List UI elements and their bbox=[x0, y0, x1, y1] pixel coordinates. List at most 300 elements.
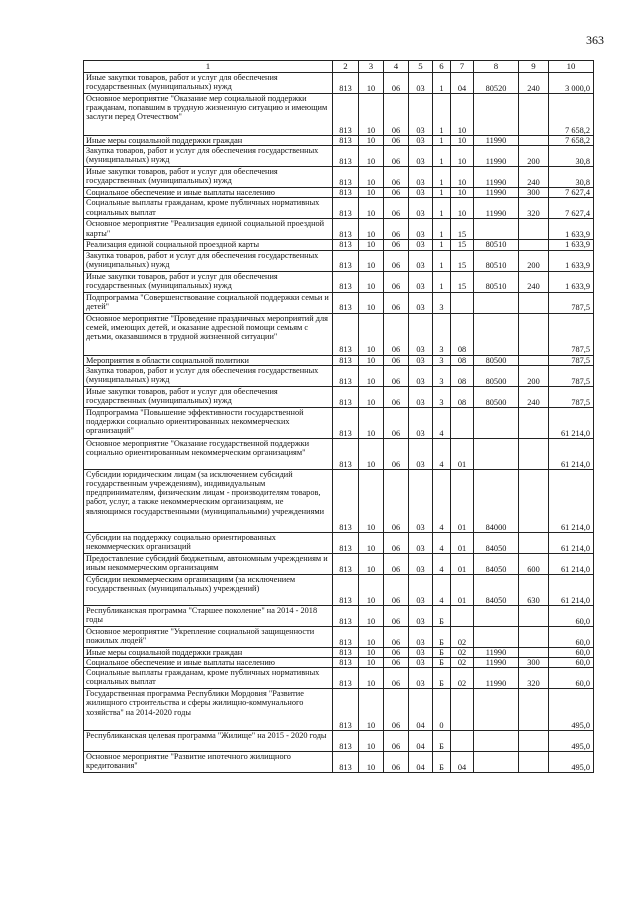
row-amount: 60,0 bbox=[549, 668, 594, 689]
row-description: Реализация единой социальной проездной карты bbox=[84, 240, 333, 250]
row-code: 06 bbox=[384, 188, 409, 198]
row-code: 03 bbox=[409, 146, 433, 167]
row-description: Закупка товаров, работ и услуг для обеспечения государственных (муниципальных) нужд bbox=[84, 146, 333, 167]
row-code: 03 bbox=[409, 438, 433, 469]
row-code: 600 bbox=[519, 553, 549, 574]
row-code: 1 bbox=[433, 250, 451, 271]
row-code: 03 bbox=[409, 188, 433, 198]
row-code: 10 bbox=[359, 219, 384, 240]
row-code bbox=[474, 689, 519, 731]
row-code: 1 bbox=[433, 271, 451, 292]
row-code: 80520 bbox=[474, 73, 519, 94]
row-code: 10 bbox=[359, 532, 384, 553]
table-row bbox=[84, 219, 594, 240]
row-code: 06 bbox=[384, 386, 409, 407]
row-code: 03 bbox=[409, 532, 433, 553]
row-code: 06 bbox=[384, 146, 409, 167]
row-code: 06 bbox=[384, 731, 409, 752]
row-code: 06 bbox=[384, 136, 409, 146]
row-description: Иные закупки товаров, работ и услуг для обеспечения государственных (муниципальных) нужд bbox=[84, 271, 333, 292]
header-cell: 4 bbox=[384, 61, 409, 73]
table-row bbox=[84, 438, 594, 469]
row-code: 10 bbox=[359, 605, 384, 626]
row-code: 11990 bbox=[474, 668, 519, 689]
row-code: 10 bbox=[359, 167, 384, 188]
row-code: 01 bbox=[451, 532, 474, 553]
row-code: 10 bbox=[451, 167, 474, 188]
row-description: Иные закупки товаров, работ и услуг для обеспечения государственных (муниципальных) нужд bbox=[84, 167, 333, 188]
row-code: 4 bbox=[433, 532, 451, 553]
row-code: 15 bbox=[451, 250, 474, 271]
row-code: 06 bbox=[384, 647, 409, 657]
table-row bbox=[84, 469, 594, 532]
row-amount: 61 214,0 bbox=[549, 469, 594, 532]
row-amount: 30,8 bbox=[549, 146, 594, 167]
row-description: Социальные выплаты гражданам, кроме публичных нормативных социальных выплат bbox=[84, 668, 333, 689]
row-code bbox=[474, 313, 519, 355]
row-code bbox=[474, 407, 519, 438]
row-code bbox=[474, 605, 519, 626]
row-code bbox=[519, 438, 549, 469]
row-amount: 61 214,0 bbox=[549, 574, 594, 605]
header-cell: 10 bbox=[549, 61, 594, 73]
row-code: 02 bbox=[451, 647, 474, 657]
row-code bbox=[451, 407, 474, 438]
row-code: 04 bbox=[409, 689, 433, 731]
row-code: 10 bbox=[359, 689, 384, 731]
row-code: 06 bbox=[384, 355, 409, 365]
row-code: 630 bbox=[519, 574, 549, 605]
row-code: 06 bbox=[384, 574, 409, 605]
table-row bbox=[84, 574, 594, 605]
row-code: 4 bbox=[433, 469, 451, 532]
page-number: 363 bbox=[586, 33, 604, 47]
row-code: 1 bbox=[433, 94, 451, 136]
table-row bbox=[84, 73, 594, 94]
table-row bbox=[84, 647, 594, 657]
row-description: Подпрограмма "Совершенствование социальной поддержки семьи и детей" bbox=[84, 292, 333, 313]
row-amount: 787,5 bbox=[549, 365, 594, 386]
row-code: 80500 bbox=[474, 365, 519, 386]
row-code: 1 bbox=[433, 167, 451, 188]
row-code: 0 bbox=[433, 689, 451, 731]
table-row bbox=[84, 94, 594, 136]
table-row bbox=[84, 198, 594, 219]
row-description: Основное мероприятие "Укрепление социальной защищенности пожилых людей" bbox=[84, 626, 333, 647]
row-code: 11990 bbox=[474, 167, 519, 188]
row-code: 1 bbox=[433, 146, 451, 167]
row-code: 813 bbox=[333, 355, 359, 365]
row-code: 10 bbox=[359, 407, 384, 438]
row-code: 240 bbox=[519, 167, 549, 188]
table-header-row bbox=[84, 61, 594, 73]
row-code: 03 bbox=[409, 605, 433, 626]
row-code: 03 bbox=[409, 355, 433, 365]
row-code: 15 bbox=[451, 219, 474, 240]
row-code: 03 bbox=[409, 626, 433, 647]
row-code: 02 bbox=[451, 658, 474, 668]
row-code: 3 bbox=[433, 355, 451, 365]
row-code: 4 bbox=[433, 407, 451, 438]
row-description: Иные закупки товаров, работ и услуг для обеспечения государственных (муниципальных) нужд bbox=[84, 386, 333, 407]
row-amount: 787,5 bbox=[549, 355, 594, 365]
row-code: 3 bbox=[433, 313, 451, 355]
table-row bbox=[84, 668, 594, 689]
row-description: Иные закупки товаров, работ и услуг для обеспечения государственных (муниципальных) нужд bbox=[84, 73, 333, 94]
table-row bbox=[84, 136, 594, 146]
row-code: Б bbox=[433, 731, 451, 752]
row-amount: 787,5 bbox=[549, 313, 594, 355]
row-code: 01 bbox=[451, 574, 474, 605]
row-code: 03 bbox=[409, 250, 433, 271]
row-code: 01 bbox=[451, 553, 474, 574]
row-description: Иные меры социальной поддержки граждан bbox=[84, 647, 333, 657]
row-code bbox=[519, 731, 549, 752]
header-cell: 7 bbox=[451, 61, 474, 73]
row-code: 813 bbox=[333, 658, 359, 668]
row-description: Субсидии на поддержку социально ориентированных некоммерческих организаций bbox=[84, 532, 333, 553]
row-description: Основное мероприятие "Оказание государственной поддержки социально ориентированным некоммерческим организациям" bbox=[84, 438, 333, 469]
header-cell: 3 bbox=[359, 61, 384, 73]
table-row bbox=[84, 365, 594, 386]
row-code: 10 bbox=[359, 94, 384, 136]
row-code: 1 bbox=[433, 73, 451, 94]
row-code: 200 bbox=[519, 146, 549, 167]
row-description: Государственная программа Республики Мордовия "Развитие жилищного строительства и сферы жилищно-коммунального хозяйства" на 2014-2020 годы bbox=[84, 689, 333, 731]
table-row bbox=[84, 146, 594, 167]
row-code: 06 bbox=[384, 365, 409, 386]
row-code: 01 bbox=[451, 469, 474, 532]
row-code: 10 bbox=[359, 136, 384, 146]
row-code: 06 bbox=[384, 469, 409, 532]
row-code: 11990 bbox=[474, 647, 519, 657]
row-code: 06 bbox=[384, 73, 409, 94]
row-code: 813 bbox=[333, 136, 359, 146]
row-code bbox=[451, 731, 474, 752]
row-code: 03 bbox=[409, 219, 433, 240]
row-code bbox=[519, 752, 549, 773]
row-code: Б bbox=[433, 647, 451, 657]
row-code bbox=[474, 626, 519, 647]
table-row bbox=[84, 658, 594, 668]
row-code: 10 bbox=[451, 146, 474, 167]
row-code: 06 bbox=[384, 438, 409, 469]
row-code: 200 bbox=[519, 365, 549, 386]
row-description: Социальное обеспечение и иные выплаты населению bbox=[84, 658, 333, 668]
row-code: 06 bbox=[384, 658, 409, 668]
row-code: 10 bbox=[451, 136, 474, 146]
row-code: 813 bbox=[333, 271, 359, 292]
table-row bbox=[84, 313, 594, 355]
row-code bbox=[519, 626, 549, 647]
row-code: 10 bbox=[359, 146, 384, 167]
table-row bbox=[84, 167, 594, 188]
row-code: 10 bbox=[359, 240, 384, 250]
row-code: 813 bbox=[333, 146, 359, 167]
row-code: 813 bbox=[333, 469, 359, 532]
header-cell: 2 bbox=[333, 61, 359, 73]
row-description: Закупка товаров, работ и услуг для обеспечения государственных (муниципальных) нужд bbox=[84, 250, 333, 271]
row-code: 10 bbox=[359, 553, 384, 574]
row-description: Основное мероприятие "Проведение праздничных мероприятий для семей, имеющих детей, и оказание адресной помощи семьям с детьми, оказавшимся в трудной жизненной ситуации" bbox=[84, 313, 333, 355]
table-row bbox=[84, 240, 594, 250]
row-amount: 7 627,4 bbox=[549, 188, 594, 198]
row-code: 10 bbox=[359, 668, 384, 689]
row-code: 3 bbox=[433, 386, 451, 407]
row-code: 03 bbox=[409, 167, 433, 188]
row-code: 03 bbox=[409, 271, 433, 292]
row-code: 06 bbox=[384, 167, 409, 188]
header-cell: 9 bbox=[519, 61, 549, 73]
row-code: 10 bbox=[359, 386, 384, 407]
row-code: 06 bbox=[384, 553, 409, 574]
row-code: 06 bbox=[384, 219, 409, 240]
row-code: 11990 bbox=[474, 146, 519, 167]
row-amount: 7 658,2 bbox=[549, 94, 594, 136]
row-code: 84000 bbox=[474, 469, 519, 532]
row-code bbox=[474, 731, 519, 752]
row-code: 320 bbox=[519, 198, 549, 219]
row-code bbox=[519, 313, 549, 355]
row-code: 200 bbox=[519, 250, 549, 271]
row-code: 06 bbox=[384, 313, 409, 355]
table-row bbox=[84, 292, 594, 313]
row-code: 06 bbox=[384, 605, 409, 626]
row-description: Подпрограмма "Повышение эффективности государственной поддержки социально ориентированных некоммерческих организаций" bbox=[84, 407, 333, 438]
row-description: Основное мероприятие "Развитие ипотечного жилищного кредитования" bbox=[84, 752, 333, 773]
row-code: 03 bbox=[409, 198, 433, 219]
row-code: 02 bbox=[451, 668, 474, 689]
row-code: 06 bbox=[384, 198, 409, 219]
row-code: 3 bbox=[433, 365, 451, 386]
row-code: 08 bbox=[451, 355, 474, 365]
header-cell: 6 bbox=[433, 61, 451, 73]
row-amount: 61 214,0 bbox=[549, 553, 594, 574]
row-code: 84050 bbox=[474, 532, 519, 553]
row-code: 300 bbox=[519, 658, 549, 668]
row-code: 04 bbox=[451, 73, 474, 94]
row-code: 813 bbox=[333, 731, 359, 752]
row-amount: 495,0 bbox=[549, 731, 594, 752]
row-code bbox=[519, 292, 549, 313]
row-amount: 61 214,0 bbox=[549, 532, 594, 553]
row-code: 813 bbox=[333, 647, 359, 657]
row-code: 03 bbox=[409, 386, 433, 407]
row-code bbox=[519, 689, 549, 731]
row-description: Республиканская программа "Старшее поколение" на 2014 - 2018 годы bbox=[84, 605, 333, 626]
row-code: 03 bbox=[409, 658, 433, 668]
row-amount: 60,0 bbox=[549, 658, 594, 668]
row-code: 06 bbox=[384, 250, 409, 271]
row-code: 813 bbox=[333, 250, 359, 271]
header-cell: 5 bbox=[409, 61, 433, 73]
row-code: 1 bbox=[433, 136, 451, 146]
row-code bbox=[519, 469, 549, 532]
row-code: 06 bbox=[384, 271, 409, 292]
row-code: 84050 bbox=[474, 574, 519, 605]
table-row bbox=[84, 626, 594, 647]
row-code: 10 bbox=[359, 469, 384, 532]
row-code: 10 bbox=[359, 355, 384, 365]
row-code: 1 bbox=[433, 240, 451, 250]
row-code: 813 bbox=[333, 198, 359, 219]
row-code: 10 bbox=[359, 188, 384, 198]
row-code bbox=[519, 94, 549, 136]
row-amount: 60,0 bbox=[549, 647, 594, 657]
row-amount: 787,5 bbox=[549, 386, 594, 407]
row-code: 320 bbox=[519, 668, 549, 689]
row-code bbox=[474, 219, 519, 240]
row-code: 06 bbox=[384, 532, 409, 553]
row-code: 813 bbox=[333, 438, 359, 469]
row-code: Б bbox=[433, 752, 451, 773]
row-amount: 1 633,9 bbox=[549, 219, 594, 240]
row-code: 4 bbox=[433, 574, 451, 605]
row-code: 03 bbox=[409, 292, 433, 313]
row-code: 813 bbox=[333, 605, 359, 626]
row-code bbox=[474, 752, 519, 773]
table-row bbox=[84, 355, 594, 365]
row-code: 06 bbox=[384, 240, 409, 250]
row-code bbox=[519, 219, 549, 240]
row-code: 813 bbox=[333, 365, 359, 386]
row-code: 03 bbox=[409, 647, 433, 657]
table-row bbox=[84, 731, 594, 752]
row-description: Социальное обеспечение и иные выплаты населению bbox=[84, 188, 333, 198]
row-code bbox=[519, 605, 549, 626]
row-amount: 3 000,0 bbox=[549, 73, 594, 94]
row-amount: 1 633,9 bbox=[549, 240, 594, 250]
row-code: 84050 bbox=[474, 553, 519, 574]
row-code: 80510 bbox=[474, 271, 519, 292]
row-code: 10 bbox=[359, 292, 384, 313]
row-code: 3 bbox=[433, 292, 451, 313]
row-code: 10 bbox=[359, 752, 384, 773]
table-row bbox=[84, 752, 594, 773]
row-code: 06 bbox=[384, 94, 409, 136]
row-code: 15 bbox=[451, 271, 474, 292]
row-code: 03 bbox=[409, 553, 433, 574]
row-code: 813 bbox=[333, 219, 359, 240]
row-code: 80500 bbox=[474, 355, 519, 365]
row-code: 03 bbox=[409, 407, 433, 438]
row-code: 02 bbox=[451, 626, 474, 647]
row-code: 03 bbox=[409, 73, 433, 94]
row-code: 813 bbox=[333, 292, 359, 313]
row-code: 10 bbox=[359, 731, 384, 752]
row-code: 4 bbox=[433, 438, 451, 469]
row-description: Предоставление субсидий бюджетным, автономным учреждениям и иным некоммерческим организациям bbox=[84, 553, 333, 574]
row-code: 813 bbox=[333, 407, 359, 438]
row-code: 10 bbox=[359, 250, 384, 271]
row-description: Основное мероприятие "Оказание мер социальной поддержки гражданам, попавшим в трудную жизненную ситуацию и имеющим заслуги перед Отечеством" bbox=[84, 94, 333, 136]
row-code: 813 bbox=[333, 94, 359, 136]
row-code bbox=[519, 532, 549, 553]
row-code bbox=[519, 240, 549, 250]
row-code: 80510 bbox=[474, 250, 519, 271]
row-code: 06 bbox=[384, 292, 409, 313]
row-code: 06 bbox=[384, 407, 409, 438]
row-description: Социальные выплаты гражданам, кроме публичных нормативных социальных выплат bbox=[84, 198, 333, 219]
row-code: 03 bbox=[409, 469, 433, 532]
row-code: 03 bbox=[409, 94, 433, 136]
row-code: 08 bbox=[451, 386, 474, 407]
row-code: 11990 bbox=[474, 198, 519, 219]
row-code: 11990 bbox=[474, 136, 519, 146]
row-code: 813 bbox=[333, 668, 359, 689]
row-code bbox=[519, 355, 549, 365]
row-code bbox=[474, 438, 519, 469]
row-code: 4 bbox=[433, 553, 451, 574]
row-code: 06 bbox=[384, 626, 409, 647]
row-code: 15 bbox=[451, 240, 474, 250]
row-description: Республиканская целевая программа "Жилище" на 2015 - 2020 годы bbox=[84, 731, 333, 752]
table-row bbox=[84, 407, 594, 438]
row-code bbox=[451, 292, 474, 313]
row-code: 240 bbox=[519, 386, 549, 407]
row-code: 04 bbox=[409, 731, 433, 752]
row-amount: 787,5 bbox=[549, 292, 594, 313]
row-code: Б bbox=[433, 658, 451, 668]
row-code bbox=[519, 136, 549, 146]
row-code: 813 bbox=[333, 73, 359, 94]
row-code: 813 bbox=[333, 386, 359, 407]
row-code: 813 bbox=[333, 553, 359, 574]
row-amount: 60,0 bbox=[549, 605, 594, 626]
row-code: 10 bbox=[359, 313, 384, 355]
row-code: 03 bbox=[409, 574, 433, 605]
row-code: 813 bbox=[333, 240, 359, 250]
row-code: 08 bbox=[451, 313, 474, 355]
row-code: Б bbox=[433, 668, 451, 689]
row-code: 06 bbox=[384, 752, 409, 773]
table-row bbox=[84, 553, 594, 574]
row-amount: 61 214,0 bbox=[549, 407, 594, 438]
row-amount: 60,0 bbox=[549, 626, 594, 647]
row-description: Мероприятия в области социальной политики bbox=[84, 355, 333, 365]
row-description: Иные меры социальной поддержки граждан bbox=[84, 136, 333, 146]
row-code: 03 bbox=[409, 313, 433, 355]
row-code: 10 bbox=[359, 198, 384, 219]
header-cell: 8 bbox=[474, 61, 519, 73]
row-code: 813 bbox=[333, 626, 359, 647]
table-row bbox=[84, 386, 594, 407]
row-code: 80500 bbox=[474, 386, 519, 407]
header-cell: 1 bbox=[84, 61, 333, 73]
row-code: 300 bbox=[519, 188, 549, 198]
row-code bbox=[519, 647, 549, 657]
table-row bbox=[84, 532, 594, 553]
table-row bbox=[84, 689, 594, 731]
row-code: 10 bbox=[451, 188, 474, 198]
row-code: 04 bbox=[409, 752, 433, 773]
row-code: 813 bbox=[333, 752, 359, 773]
row-code: 06 bbox=[384, 668, 409, 689]
row-amount: 61 214,0 bbox=[549, 438, 594, 469]
row-code: Б bbox=[433, 605, 451, 626]
row-code: 11990 bbox=[474, 188, 519, 198]
table-row bbox=[84, 250, 594, 271]
row-description: Субсидии некоммерческим организациям (за исключением государственных (муниципальных) учреждений) bbox=[84, 574, 333, 605]
row-code: 10 bbox=[359, 73, 384, 94]
row-code: 06 bbox=[384, 689, 409, 731]
row-code: 80510 bbox=[474, 240, 519, 250]
row-code: 01 bbox=[451, 438, 474, 469]
row-code: 03 bbox=[409, 240, 433, 250]
row-description: Субсидии юридическим лицам (за исключением субсидий государственным учреждениям), индивидуальным предпринимателям, физическим лицам - производителям товаров, работ, услуг, а также некоммерческим организациям, не являющимся государственными (муниципальными) учреждениями bbox=[84, 469, 333, 532]
row-amount: 7 658,2 bbox=[549, 136, 594, 146]
row-code bbox=[451, 605, 474, 626]
